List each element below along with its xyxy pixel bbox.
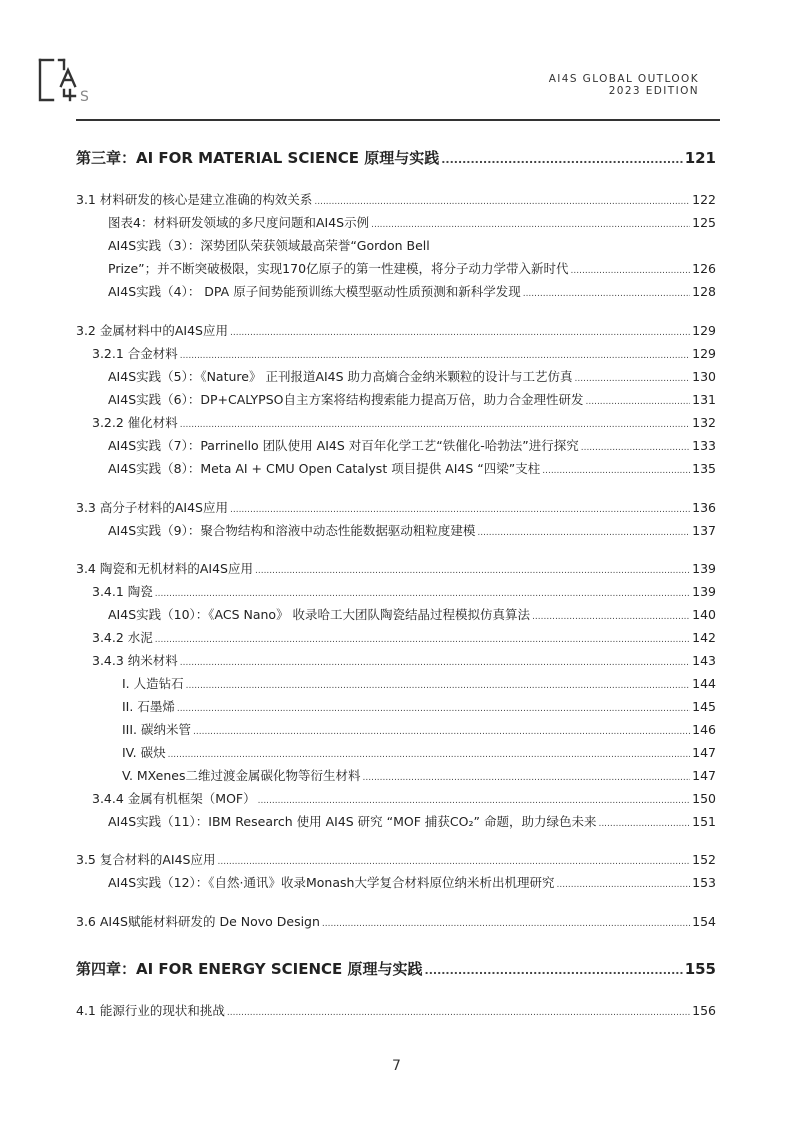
toc-entry-title: AI4S实践（7）：Parrinello 团队使用 AI4S 对百年化学工艺“铁催化-哈勃法”进行探究 [108,438,579,453]
toc-entry-title: 3.6 AI4S赋能材料研发的 De Novo Design [76,914,320,929]
toc-leader-dots [425,965,683,976]
toc-entry-page: 143 [692,653,716,668]
toc-entry-title: AI4S实践（10）：《ACS Nano》 收录哈工大团队陶瓷结晶过程模拟仿真算法 [108,607,531,622]
toc-chapter-3[interactable] [76,147,716,168]
toc-entry-title: 3.2.1 合金材料 [92,346,178,361]
toc-entry-title: 图表4：材料研发领域的多尺度问题和AI4S示例 [108,215,370,230]
toc-entry-page: 147 [692,745,716,760]
toc-leader-dots [586,398,691,407]
header-title-line2: 2023 EDITION [608,85,699,97]
toc-entry-mxenes[interactable] [122,766,716,784]
toc-entry-title: 3.5 复合材料的AI4S应用 [76,852,216,867]
toc-entry-page: 130 [692,369,716,384]
toc-leader-dots [581,444,690,453]
toc-entry-title: IV. 碳炔 [122,745,166,760]
toc-entry-artificial-diamond[interactable] [122,674,716,692]
toc-section-3-4[interactable] [76,559,716,577]
toc-entry-page: 136 [692,500,716,515]
toc-entry-page: 155 [684,960,716,978]
toc-subsection-3-4-4[interactable] [92,789,716,807]
toc-entry-page: 150 [692,791,716,806]
toc-entry-practice-3[interactable] [108,259,716,277]
header-title-line1: AI4S GLOBAL OUTLOOK [548,73,699,85]
toc-entry-page: 125 [692,215,716,230]
toc-entry-practice-9[interactable] [108,521,716,539]
toc-entry-title: I. 人造钻石 [122,676,184,691]
toc-subsection-3-4-3[interactable] [92,651,716,669]
toc-leader-dots [227,1009,690,1018]
toc-leader-dots [217,858,690,867]
svg-text:S: S [80,89,89,104]
toc-entry-page: 129 [692,323,716,338]
report-header [549,73,699,97]
toc-entry-page: 156 [692,1003,716,1018]
toc-entry-title: 第三章：AI FOR MATERIAL SCIENCE 原理与实践 [76,149,440,167]
toc-entry-page: 133 [692,438,716,453]
ai4s-logo-icon [34,56,98,104]
toc-leader-dots [193,728,690,737]
toc-leader-dots [180,659,690,668]
toc-subsection-3-2-1[interactable] [92,344,716,362]
toc-entry-page: 135 [692,461,716,476]
toc-entry-title: 3.4.3 纳米材料 [92,653,178,668]
toc-entry-title: AI4S实践（8）：Meta AI + CMU Open Catalyst 项目提供 AI4S “四梁”支柱 [108,461,541,476]
toc-leader-dots [168,751,691,760]
toc-entry-title: AI4S实践（9）：聚合物结构和溶液中动态性能数据驱动粗粒度建模 [108,523,476,538]
toc-entry-title: AI4S实践（12）：《自然·通讯》收录Monash大学复合材料原位纳米析出机理研究 [108,875,555,890]
toc-entry-title: 第四章：AI FOR ENERGY SCIENCE 原理与实践 [76,960,423,978]
toc-entry-page: 153 [692,875,716,890]
toc-section-4-1[interactable] [76,1001,716,1019]
toc-leader-dots [523,290,690,299]
toc-entry-page: 126 [692,261,716,276]
toc-entry-page: 121 [684,149,716,167]
toc-entry-practice-7[interactable] [108,436,716,454]
toc-entry-page: 145 [692,699,716,714]
toc-entry-practice-4[interactable] [108,282,716,300]
toc-entry-practice-6[interactable] [108,390,716,408]
toc-entry-title: AI4S实践（4）： DPA 原子间势能预训练大模型驱动性质预测和新科学发现 [108,284,521,299]
toc-leader-dots [598,820,690,829]
toc-entry-title: V. MXenes二维过渡金属碳化物等衍生材料 [122,768,361,783]
toc-entry-title: AI4S实践（6）：DP+CALYPSO自主方案将结构搜索能力提高万倍，助力合金理性研发 [108,392,584,407]
toc-entry-title: 3.1 材料研发的核心是建立准确的构效关系 [76,192,313,207]
toc-entry-graphene[interactable] [122,697,716,715]
toc-entry-page: 128 [692,284,716,299]
toc-entry-page: 140 [692,607,716,622]
toc-leader-dots [441,154,682,165]
toc-entry-practice-8[interactable] [108,459,716,477]
toc-entry-figure-4[interactable] [108,213,716,231]
toc-leader-dots [155,590,690,599]
toc-leader-dots [180,352,690,361]
toc-entry-page: 139 [692,561,716,576]
toc-entry-title: 3.4.1 陶瓷 [92,584,153,599]
toc-entry-carbyne[interactable] [122,743,716,761]
toc-entry-page: 122 [692,192,716,207]
toc-chapter-4[interactable] [76,958,716,979]
toc-leader-dots [571,267,691,276]
toc-leader-dots [186,682,691,691]
toc-entry-title: 3.4.2 水泥 [92,630,153,645]
toc-entry-page: 152 [692,852,716,867]
toc-section-3-3[interactable] [76,498,716,516]
toc-entry-practice-5[interactable] [108,367,716,385]
toc-entry-title: III. 碳纳米管 [122,722,192,737]
toc-entry-page: 144 [692,676,716,691]
toc-entry-title: 3.4 陶瓷和无机材料的AI4S应用 [76,561,253,576]
toc-entry-practice-12[interactable] [108,873,716,891]
toc-entry-title: AI4S实践（5）：《Nature》 正刊报道AI4S 助力高熵合金纳米颗粒的设计与工艺仿真 [108,369,573,384]
toc-leader-dots [556,881,690,890]
toc-entry-practice-10[interactable] [108,605,716,623]
toc-entry-page: 146 [692,722,716,737]
toc-entry-title: Prize”；并不断突破极限，实现170亿原子的第一性建模，将分子动力学带入新时代 [108,261,569,276]
toc-leader-dots [177,705,690,714]
toc-section-3-1[interactable] [76,190,716,208]
toc-leader-dots [477,529,690,538]
toc-entry-page: 154 [692,914,716,929]
toc-entry-page: 131 [692,392,716,407]
toc-leader-dots [258,797,691,806]
toc-entry-title: 3.2 金属材料中的AI4S应用 [76,323,228,338]
toc-leader-dots [314,198,690,207]
toc-leader-dots [532,613,690,622]
toc-entry-title: 3.4.4 金属有机框架（MOF） [92,791,256,806]
toc-section-3-5[interactable] [76,850,716,868]
toc-entry-carbon-nanotube[interactable] [122,720,716,738]
toc-entry-page: 139 [692,584,716,599]
toc-entry-title: 4.1 能源行业的现状和挑战 [76,1003,225,1018]
toc-leader-dots [363,774,691,783]
toc-subsection-3-2-2[interactable] [92,413,716,431]
toc-entry-title: 3.3 高分子材料的AI4S应用 [76,500,228,515]
toc-subsection-3-4-1[interactable] [92,582,716,600]
toc-entry-page: 147 [692,768,716,783]
toc-entry-practice-3-line1[interactable]: AI4S实践（3）：深势团队荣获领域最高荣誉“Gordon Bell [108,238,430,253]
toc-entry-practice-11[interactable] [108,812,716,830]
toc-entry-page: 129 [692,346,716,361]
toc-leader-dots [255,567,690,576]
toc-entry-page: 132 [692,415,716,430]
toc-entry-page: 137 [692,523,716,538]
toc-leader-dots [322,920,690,929]
toc-section-3-2[interactable] [76,321,716,339]
toc-entry-title: II. 石墨烯 [122,699,175,714]
toc-entry-page: 151 [692,814,716,829]
toc-leader-dots [371,221,690,230]
toc-subsection-3-4-2[interactable] [92,628,716,646]
toc-leader-dots [575,375,691,384]
header-divider [76,119,720,121]
toc-leader-dots [180,421,690,430]
toc-leader-dots [230,329,690,338]
toc-entry-title: 3.2.2 催化材料 [92,415,178,430]
toc-entry-page: 142 [692,630,716,645]
toc-section-3-6[interactable] [76,912,716,930]
toc-leader-dots [542,467,690,476]
toc-entry-title: AI4S实践（11）：IBM Research 使用 AI4S 研究 “MOF 捕获CO₂” 命题，助力绿色未来 [108,814,597,829]
toc-leader-dots [230,506,690,515]
toc-leader-dots [155,636,690,645]
page-number: 7 [392,1058,401,1074]
